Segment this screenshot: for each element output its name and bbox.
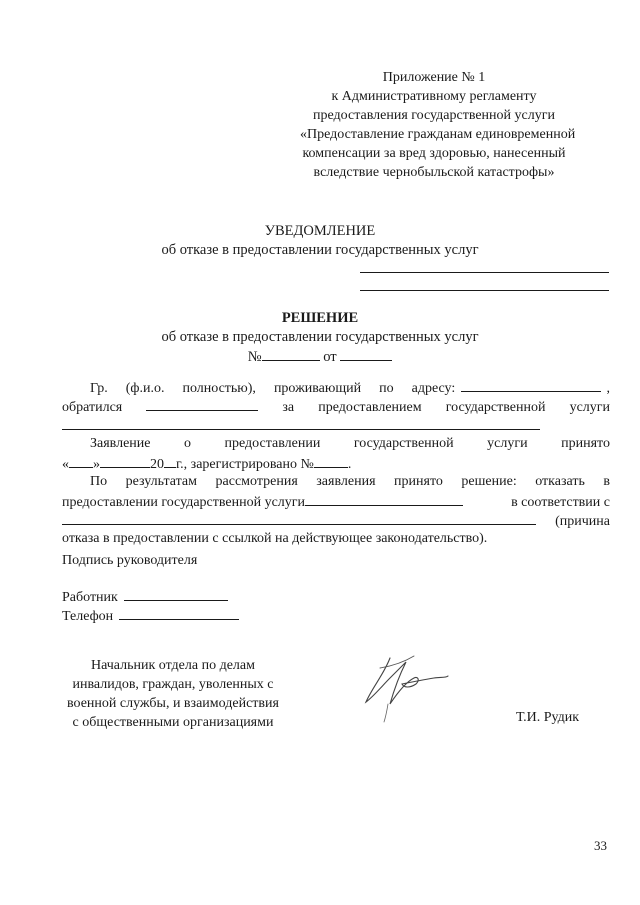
- text: инвалидов, граждан, уволенных с: [72, 677, 274, 692]
- text: ,: [606, 381, 610, 396]
- text: предоставлением: [318, 400, 422, 415]
- text: (ф.и.о.: [125, 381, 165, 396]
- chief-title: [48, 656, 298, 732]
- blank-line: [62, 415, 540, 430]
- notice-subtitle: об отказе в предоставлении государственных услуг: [161, 242, 479, 258]
- text: с общественными организациями: [72, 715, 274, 730]
- text: Заявление: [90, 436, 151, 451]
- text: «: [62, 457, 69, 472]
- body-line: [62, 491, 610, 510]
- text: за: [282, 400, 295, 415]
- service-blank: [146, 396, 258, 411]
- annex-line: к Административному регламенту: [331, 89, 537, 104]
- text: полностью),: [182, 381, 256, 396]
- month-blank: [100, 453, 150, 468]
- annex-line: компенсации за вред здоровью, нанесенный: [302, 146, 566, 161]
- decision-title: РЕШЕНИЕ: [281, 310, 359, 326]
- body-line: [62, 396, 610, 415]
- chief-name: Т.И. Рудик: [516, 710, 580, 725]
- annex-line: вследствие чернобыльской катастрофы»: [313, 165, 555, 180]
- text: о: [184, 436, 192, 451]
- text: в: [603, 474, 610, 489]
- reason-blank: [62, 510, 536, 525]
- text: в соответствии с: [511, 495, 610, 510]
- text: военной службы, и взаимодействия: [67, 696, 279, 711]
- annex-header: [300, 68, 576, 182]
- text: проживающий: [273, 381, 362, 396]
- address-blank: [461, 377, 600, 392]
- body-line: [62, 529, 610, 548]
- head-signature-label: [62, 551, 197, 570]
- text: услуги: [569, 400, 610, 415]
- text: Гр.: [90, 381, 108, 396]
- text: государственной: [353, 436, 454, 451]
- text: По: [90, 474, 108, 489]
- year-blank: [164, 453, 176, 468]
- body-line: [62, 453, 610, 472]
- annex-line: Приложение № 1: [382, 70, 486, 85]
- text: услуги: [487, 436, 528, 451]
- worker-row: [62, 586, 239, 605]
- body-line: [62, 472, 610, 491]
- text: заявления: [316, 474, 376, 489]
- text: Телефон: [62, 609, 114, 624]
- handwritten-signature: [360, 648, 450, 728]
- number-label: №: [247, 349, 262, 365]
- annex-line: предоставления государственной услуги: [313, 108, 555, 123]
- text: Работник: [62, 590, 118, 605]
- worker-blank: [124, 586, 228, 601]
- text: предоставлении государственной услуги: [62, 495, 306, 510]
- text: Начальник отдела по делам: [91, 658, 255, 673]
- reg-number-blank: [314, 453, 348, 468]
- decision-subtitle: об отказе в предоставлении государственных услуг: [161, 329, 479, 345]
- body-line: [62, 377, 610, 396]
- text: обратился: [62, 400, 123, 415]
- text: рассмотрения: [215, 474, 298, 489]
- body-line: [62, 415, 610, 434]
- text: решение:: [461, 474, 517, 489]
- recipient-line: [360, 272, 609, 273]
- decision-number-row: [0, 346, 640, 367]
- text: принято: [394, 474, 443, 489]
- text: результатам: [125, 474, 197, 489]
- date-blank: [340, 346, 392, 361]
- text: предоставлении: [224, 436, 321, 451]
- text: Подпись руководителя: [62, 553, 198, 568]
- phone-row: [62, 605, 239, 624]
- service-name-blank: [305, 491, 463, 506]
- text: по: [379, 381, 394, 396]
- text: адресу:: [411, 381, 456, 396]
- text: (причина: [555, 514, 610, 529]
- text: отказа в предоставлении с ссылкой на действующее законодательство).: [62, 531, 488, 546]
- day-blank: [69, 453, 93, 468]
- text: 20: [150, 457, 164, 472]
- body-line: [62, 510, 610, 529]
- notice-title: УВЕДОМЛЕНИЕ: [264, 223, 376, 239]
- from-label: от: [323, 349, 337, 365]
- text: принято: [561, 436, 610, 451]
- text: г., зарегистрировано №: [176, 457, 314, 472]
- worker-block: [62, 586, 239, 624]
- number-blank: [262, 346, 320, 361]
- text: государственной: [445, 400, 546, 415]
- body-line: [62, 434, 610, 453]
- text: »: [93, 457, 100, 472]
- phone-blank: [119, 605, 239, 620]
- annex-line: «Предоставление гражданам единовременной: [300, 127, 576, 142]
- decision-body: [62, 377, 610, 548]
- recipient-line: [360, 290, 609, 291]
- page-number: 33: [594, 838, 607, 853]
- text: .: [347, 457, 352, 472]
- text: отказать: [535, 474, 585, 489]
